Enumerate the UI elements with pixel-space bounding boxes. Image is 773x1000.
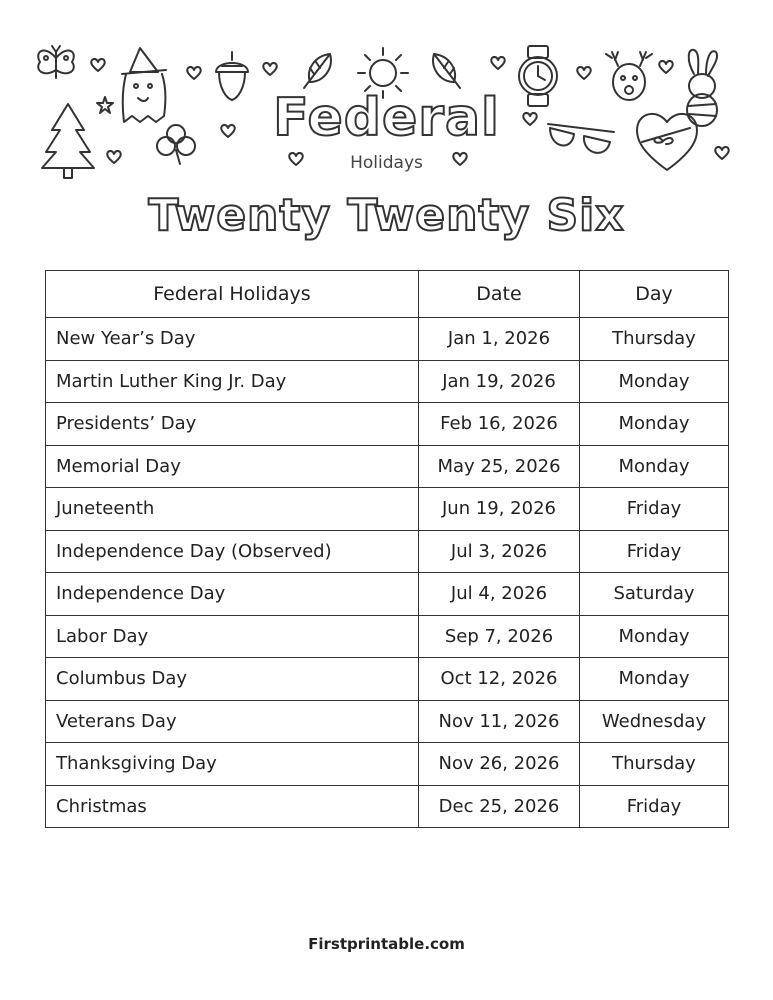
holiday-date: Jul 4, 2026 — [419, 573, 580, 616]
holiday-date: Jan 1, 2026 — [419, 318, 580, 361]
footer-site-link[interactable]: Firstprintable.com — [308, 935, 465, 953]
holiday-name: Labor Day — [46, 615, 419, 658]
heart-icon — [658, 60, 674, 74]
holiday-day: Monday — [580, 360, 729, 403]
holiday-date: Feb 16, 2026 — [419, 403, 580, 446]
holiday-date: Dec 25, 2026 — [419, 785, 580, 828]
column-header-day: Day — [580, 271, 729, 318]
holiday-date: Oct 12, 2026 — [419, 658, 580, 701]
holiday-name: Memorial Day — [46, 445, 419, 488]
holiday-date: May 25, 2026 — [419, 445, 580, 488]
holiday-name: Independence Day (Observed) — [46, 530, 419, 573]
column-header-date: Date — [419, 271, 580, 318]
leaf-icon — [428, 48, 464, 90]
holiday-name: Thanksgiving Day — [46, 743, 419, 786]
butterfly-icon — [34, 44, 78, 84]
table-header-row — [46, 271, 729, 318]
table-row — [46, 318, 729, 361]
holiday-date: Nov 11, 2026 — [419, 700, 580, 743]
holiday-name: Juneteenth — [46, 488, 419, 531]
page-subtitle: Holidays — [350, 153, 423, 173]
table-row — [46, 445, 729, 488]
table-row — [46, 743, 729, 786]
holiday-day: Thursday — [580, 318, 729, 361]
heart-icon — [490, 56, 506, 70]
heart-icon — [576, 66, 592, 80]
holiday-date: Jun 19, 2026 — [419, 488, 580, 531]
holiday-day: Saturday — [580, 573, 729, 616]
holiday-day: Monday — [580, 445, 729, 488]
table-row — [46, 615, 729, 658]
holiday-day: Thursday — [580, 743, 729, 786]
column-header-holiday: Federal Holidays — [46, 271, 419, 318]
holiday-date: Jul 3, 2026 — [419, 530, 580, 573]
table-row — [46, 700, 729, 743]
holiday-name: Independence Day — [46, 573, 419, 616]
leaf-icon — [300, 48, 336, 90]
holiday-day: Friday — [580, 530, 729, 573]
holiday-name: Presidents’ Day — [46, 403, 419, 446]
holiday-name: Veterans Day — [46, 700, 419, 743]
table-row — [46, 360, 729, 403]
table-row — [46, 785, 729, 828]
heart-icon — [262, 62, 278, 76]
holiday-name: Christmas — [46, 785, 419, 828]
table-row — [46, 403, 729, 446]
holiday-day: Monday — [580, 615, 729, 658]
table-row — [46, 488, 729, 531]
holiday-day: Wednesday — [580, 700, 729, 743]
holidays-table — [45, 270, 729, 828]
holiday-name: Columbus Day — [46, 658, 419, 701]
table-row — [46, 573, 729, 616]
year-title: Twenty Twenty Six — [148, 190, 625, 241]
holiday-day: Friday — [580, 488, 729, 531]
holiday-date: Nov 26, 2026 — [419, 743, 580, 786]
heart-icon — [186, 66, 202, 80]
page-title: Federal — [273, 88, 500, 148]
holiday-name: Martin Luther King Jr. Day — [46, 360, 419, 403]
holiday-date: Sep 7, 2026 — [419, 615, 580, 658]
heart-icon — [90, 58, 106, 72]
holiday-date: Jan 19, 2026 — [419, 360, 580, 403]
holiday-name: New Year’s Day — [46, 318, 419, 361]
table-row — [46, 658, 729, 701]
holiday-day: Monday — [580, 403, 729, 446]
table-row — [46, 530, 729, 573]
holiday-day: Monday — [580, 658, 729, 701]
holiday-day: Friday — [580, 785, 729, 828]
